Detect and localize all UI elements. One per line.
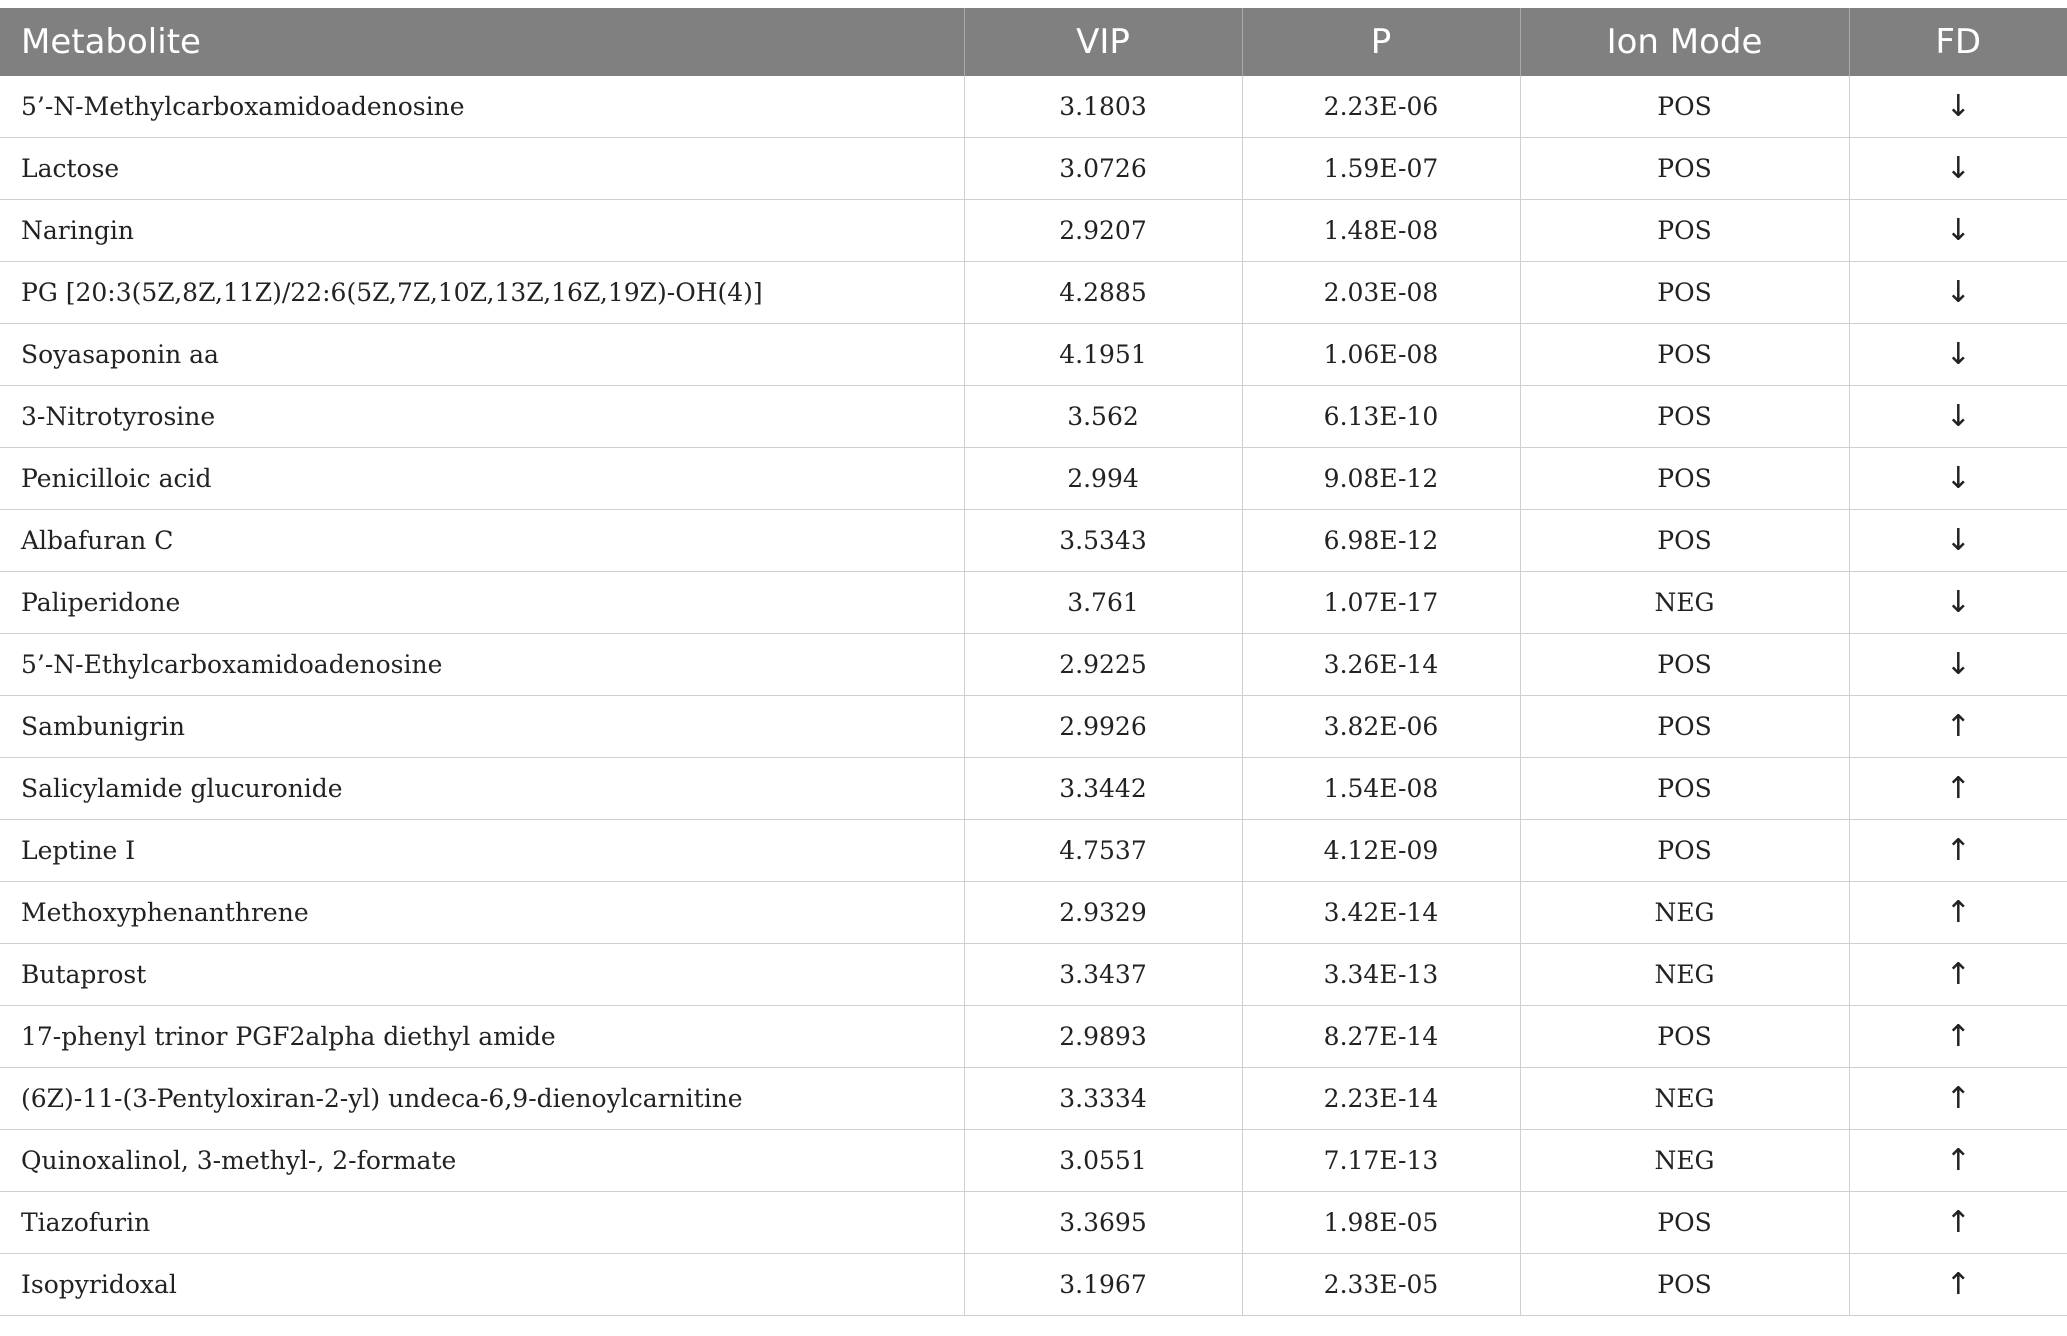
cell-fd-arrow: ↑	[1849, 696, 2067, 758]
cell-p-value: 1.54E-08	[1242, 758, 1520, 820]
cell-ion-mode: NEG	[1520, 1068, 1849, 1130]
table-row	[0, 944, 2067, 1006]
cell-p-value: 9.08E-12	[1242, 448, 1520, 510]
cell-fd-arrow: ↓	[1849, 76, 2067, 138]
table-row	[0, 510, 2067, 572]
cell-metabolite: Soyasaponin aa	[0, 324, 964, 386]
cell-metabolite: Isopyridoxal	[0, 1254, 964, 1316]
cell-ion-mode: POS	[1520, 696, 1849, 758]
cell-fd-arrow: ↓	[1849, 324, 2067, 386]
cell-ion-mode: POS	[1520, 1254, 1849, 1316]
cell-vip: 3.1803	[964, 76, 1242, 138]
cell-fd-arrow: ↓	[1849, 572, 2067, 634]
cell-p-value: 2.23E-14	[1242, 1068, 1520, 1130]
cell-metabolite: Albafuran C	[0, 510, 964, 572]
table-row	[0, 696, 2067, 758]
header-vip: VIP	[964, 8, 1242, 76]
table-row	[0, 76, 2067, 138]
cell-fd-arrow: ↑	[1849, 882, 2067, 944]
table-row	[0, 1068, 2067, 1130]
cell-metabolite: Quinoxalinol, 3-methyl-, 2-formate	[0, 1130, 964, 1192]
cell-vip: 2.9207	[964, 200, 1242, 262]
table-row	[0, 1006, 2067, 1068]
cell-metabolite: Tiazofurin	[0, 1192, 964, 1254]
table-row	[0, 882, 2067, 944]
cell-p-value: 4.12E-09	[1242, 820, 1520, 882]
cell-fd-arrow: ↓	[1849, 634, 2067, 696]
table-row	[0, 1130, 2067, 1192]
cell-ion-mode: POS	[1520, 448, 1849, 510]
cell-metabolite: Salicylamide glucuronide	[0, 758, 964, 820]
cell-p-value: 1.06E-08	[1242, 324, 1520, 386]
cell-fd-arrow: ↑	[1849, 1192, 2067, 1254]
cell-metabolite: 3-Nitrotyrosine	[0, 386, 964, 448]
table-row	[0, 572, 2067, 634]
cell-vip: 3.3695	[964, 1192, 1242, 1254]
cell-vip: 2.9329	[964, 882, 1242, 944]
cell-ion-mode: POS	[1520, 386, 1849, 448]
cell-ion-mode: POS	[1520, 324, 1849, 386]
table-row	[0, 634, 2067, 696]
cell-vip: 2.994	[964, 448, 1242, 510]
cell-vip: 3.1967	[964, 1254, 1242, 1316]
cell-vip: 3.0726	[964, 138, 1242, 200]
cell-vip: 3.0551	[964, 1130, 1242, 1192]
cell-p-value: 8.27E-14	[1242, 1006, 1520, 1068]
cell-ion-mode: POS	[1520, 76, 1849, 138]
cell-ion-mode: POS	[1520, 820, 1849, 882]
cell-fd-arrow: ↓	[1849, 200, 2067, 262]
cell-p-value: 3.42E-14	[1242, 882, 1520, 944]
table-row	[0, 200, 2067, 262]
cell-ion-mode: POS	[1520, 510, 1849, 572]
cell-p-value: 7.17E-13	[1242, 1130, 1520, 1192]
cell-p-value: 2.03E-08	[1242, 262, 1520, 324]
table-row	[0, 386, 2067, 448]
cell-p-value: 6.13E-10	[1242, 386, 1520, 448]
cell-vip: 3.562	[964, 386, 1242, 448]
cell-p-value: 3.82E-06	[1242, 696, 1520, 758]
cell-metabolite: PG [20:3(5Z,8Z,11Z)/22:6(5Z,7Z,10Z,13Z,16Z,19Z)-OH(4)]	[0, 262, 964, 324]
metabolite-table-container	[0, 8, 2067, 1316]
cell-vip: 3.3334	[964, 1068, 1242, 1130]
table-row	[0, 1254, 2067, 1316]
table-row	[0, 448, 2067, 510]
cell-ion-mode: NEG	[1520, 572, 1849, 634]
cell-metabolite: Paliperidone	[0, 572, 964, 634]
table-row	[0, 758, 2067, 820]
cell-vip: 2.9893	[964, 1006, 1242, 1068]
header-ion-mode: Ion Mode	[1520, 8, 1849, 76]
cell-fd-arrow: ↑	[1849, 820, 2067, 882]
cell-metabolite: Butaprost	[0, 944, 964, 1006]
cell-vip: 4.2885	[964, 262, 1242, 324]
cell-p-value: 1.48E-08	[1242, 200, 1520, 262]
table-row	[0, 820, 2067, 882]
table-row	[0, 1192, 2067, 1254]
cell-fd-arrow: ↑	[1849, 1254, 2067, 1316]
cell-metabolite: Naringin	[0, 200, 964, 262]
table-row	[0, 138, 2067, 200]
metabolite-table	[0, 8, 2067, 1316]
cell-ion-mode: POS	[1520, 1192, 1849, 1254]
cell-metabolite: Penicilloic acid	[0, 448, 964, 510]
cell-ion-mode: NEG	[1520, 1130, 1849, 1192]
cell-fd-arrow: ↑	[1849, 1130, 2067, 1192]
cell-metabolite: Methoxyphenanthrene	[0, 882, 964, 944]
cell-fd-arrow: ↑	[1849, 1006, 2067, 1068]
table-row	[0, 262, 2067, 324]
cell-fd-arrow: ↓	[1849, 386, 2067, 448]
cell-fd-arrow: ↑	[1849, 1068, 2067, 1130]
cell-ion-mode: POS	[1520, 758, 1849, 820]
cell-p-value: 3.34E-13	[1242, 944, 1520, 1006]
header-metabolite: Metabolite	[0, 8, 964, 76]
cell-vip: 2.9926	[964, 696, 1242, 758]
cell-p-value: 1.98E-05	[1242, 1192, 1520, 1254]
cell-metabolite: (6Z)-11-(3-Pentyloxiran-2-yl) undeca-6,9-dienoylcarnitine	[0, 1068, 964, 1130]
cell-ion-mode: POS	[1520, 1006, 1849, 1068]
cell-ion-mode: POS	[1520, 634, 1849, 696]
cell-p-value: 3.26E-14	[1242, 634, 1520, 696]
table-body	[0, 76, 2067, 1316]
cell-vip: 2.9225	[964, 634, 1242, 696]
cell-vip: 4.7537	[964, 820, 1242, 882]
cell-metabolite: 5’-N-Ethylcarboxamidoadenosine	[0, 634, 964, 696]
cell-vip: 4.1951	[964, 324, 1242, 386]
header-fd: FD	[1849, 8, 2067, 76]
header-p: P	[1242, 8, 1520, 76]
cell-fd-arrow: ↓	[1849, 138, 2067, 200]
cell-metabolite: 17-phenyl trinor PGF2alpha diethyl amide	[0, 1006, 964, 1068]
cell-metabolite: 5’-N-Methylcarboxamidoadenosine	[0, 76, 964, 138]
cell-vip: 3.761	[964, 572, 1242, 634]
cell-fd-arrow: ↓	[1849, 448, 2067, 510]
cell-p-value: 6.98E-12	[1242, 510, 1520, 572]
cell-metabolite: Lactose	[0, 138, 964, 200]
cell-ion-mode: POS	[1520, 200, 1849, 262]
cell-fd-arrow: ↑	[1849, 758, 2067, 820]
cell-p-value: 2.33E-05	[1242, 1254, 1520, 1316]
cell-ion-mode: POS	[1520, 138, 1849, 200]
cell-ion-mode: NEG	[1520, 944, 1849, 1006]
cell-p-value: 1.07E-17	[1242, 572, 1520, 634]
cell-fd-arrow: ↑	[1849, 944, 2067, 1006]
cell-ion-mode: NEG	[1520, 882, 1849, 944]
cell-fd-arrow: ↓	[1849, 262, 2067, 324]
cell-vip: 3.3437	[964, 944, 1242, 1006]
table-row	[0, 324, 2067, 386]
cell-p-value: 2.23E-06	[1242, 76, 1520, 138]
cell-metabolite: Leptine I	[0, 820, 964, 882]
cell-metabolite: Sambunigrin	[0, 696, 964, 758]
cell-fd-arrow: ↓	[1849, 510, 2067, 572]
cell-vip: 3.3442	[964, 758, 1242, 820]
table-header	[0, 8, 2067, 76]
cell-ion-mode: POS	[1520, 262, 1849, 324]
cell-p-value: 1.59E-07	[1242, 138, 1520, 200]
cell-vip: 3.5343	[964, 510, 1242, 572]
header-row	[0, 8, 2067, 76]
